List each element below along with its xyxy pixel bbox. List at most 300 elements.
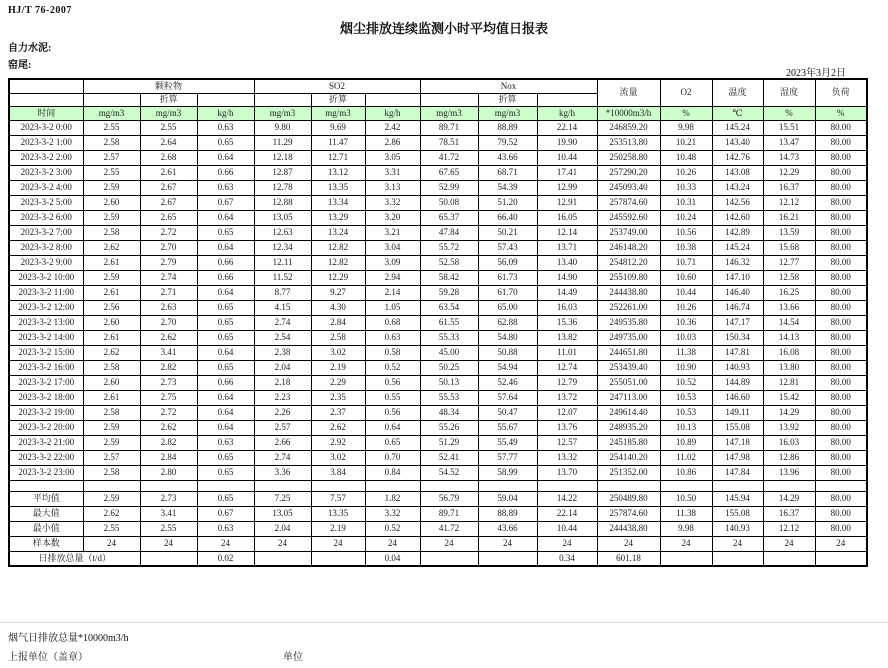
temp-header: 温度 bbox=[712, 79, 763, 106]
value-cell: 257290.20 bbox=[597, 165, 660, 180]
value-cell: 2.64 bbox=[140, 135, 197, 150]
value-cell: 149.11 bbox=[712, 405, 763, 420]
table-row bbox=[9, 150, 867, 165]
value-cell: 13.66 bbox=[763, 300, 815, 315]
table-row bbox=[9, 195, 867, 210]
value-cell: 10.26 bbox=[660, 165, 712, 180]
value-cell: 2.55 bbox=[83, 521, 140, 536]
value-cell: 11.02 bbox=[660, 450, 712, 465]
value-cell: 19.90 bbox=[537, 135, 597, 150]
value-cell: 13.32 bbox=[537, 450, 597, 465]
value-cell: 0.65 bbox=[197, 491, 254, 506]
value-cell: 2.62 bbox=[140, 420, 197, 435]
table-row bbox=[9, 225, 867, 240]
value-cell: 2.55 bbox=[140, 120, 197, 135]
value-cell: 0.63 bbox=[365, 330, 420, 345]
page-title: 烟尘排放连续监测小时平均值日报表 bbox=[339, 21, 548, 36]
flue-gas-total-label: 烟气日排放总量*10000m3/h bbox=[8, 633, 129, 644]
value-cell: 245093.40 bbox=[597, 180, 660, 195]
value-cell: 147.17 bbox=[712, 315, 763, 330]
value-cell: 2.59 bbox=[83, 420, 140, 435]
value-cell: 0.65 bbox=[197, 360, 254, 375]
value-cell: 2.72 bbox=[140, 405, 197, 420]
spacer-row bbox=[9, 480, 867, 491]
value-cell: 56.09 bbox=[478, 255, 537, 270]
value-cell: 24 bbox=[597, 536, 660, 551]
time-cell: 2023-3-2 19:00 bbox=[9, 405, 83, 420]
value-cell: 0.52 bbox=[365, 360, 420, 375]
value-cell: 14.90 bbox=[537, 270, 597, 285]
value-cell: 2.35 bbox=[311, 390, 365, 405]
value-cell: 253513.80 bbox=[597, 135, 660, 150]
value-cell: 63.54 bbox=[420, 300, 478, 315]
value-cell: 24 bbox=[763, 536, 815, 551]
table-row bbox=[9, 270, 867, 285]
value-cell: 2.58 bbox=[83, 405, 140, 420]
value-cell: 0.66 bbox=[197, 270, 254, 285]
value-cell: 0.34 bbox=[537, 551, 597, 566]
value-cell: 3.20 bbox=[365, 210, 420, 225]
value-cell: 50.25 bbox=[420, 360, 478, 375]
value-cell: 55.67 bbox=[478, 420, 537, 435]
value-cell: 2.55 bbox=[140, 521, 197, 536]
value-cell: 10.56 bbox=[660, 225, 712, 240]
value-cell: 45.00 bbox=[420, 345, 478, 360]
table-row bbox=[9, 180, 867, 195]
unit-cell: % bbox=[815, 106, 867, 120]
value-cell: 0.64 bbox=[197, 420, 254, 435]
value-cell: 0.65 bbox=[197, 315, 254, 330]
value-cell: 2.62 bbox=[83, 240, 140, 255]
time-cell: 2023-3-2 20:00 bbox=[9, 420, 83, 435]
value-cell: 16.08 bbox=[763, 345, 815, 360]
time-cell: 2023-3-2 2:00 bbox=[9, 150, 83, 165]
value-cell: 0.67 bbox=[197, 506, 254, 521]
monitoring-location: 窑尾: bbox=[8, 60, 32, 71]
value-cell: 2.84 bbox=[311, 315, 365, 330]
value-cell: 0.63 bbox=[197, 180, 254, 195]
value-cell: 142.89 bbox=[712, 225, 763, 240]
value-cell: 257874.60 bbox=[597, 195, 660, 210]
value-cell: 50.13 bbox=[420, 375, 478, 390]
value-cell: 2.79 bbox=[140, 255, 197, 270]
summary-label: 平均值 bbox=[9, 491, 83, 506]
value-cell: 3.09 bbox=[365, 255, 420, 270]
value-cell: 146.74 bbox=[712, 300, 763, 315]
value-cell: 2.61 bbox=[83, 285, 140, 300]
value-cell: 2.74 bbox=[140, 270, 197, 285]
table-row bbox=[9, 435, 867, 450]
value-cell: 12.63 bbox=[254, 225, 311, 240]
value-cell: 251352.00 bbox=[597, 465, 660, 480]
value-cell: 2.92 bbox=[311, 435, 365, 450]
value-cell: 9.69 bbox=[311, 120, 365, 135]
value-cell: 0.52 bbox=[365, 521, 420, 536]
value-cell: 2.68 bbox=[140, 150, 197, 165]
value-cell: 257874.60 bbox=[597, 506, 660, 521]
value-cell: 80.00 bbox=[815, 420, 867, 435]
time-cell: 2023-3-2 8:00 bbox=[9, 240, 83, 255]
value-cell bbox=[140, 551, 197, 566]
value-cell: 2.59 bbox=[83, 210, 140, 225]
value-cell: 16.03 bbox=[537, 300, 597, 315]
value-cell: 12.82 bbox=[311, 240, 365, 255]
value-cell: 16.37 bbox=[763, 506, 815, 521]
value-cell: 11.38 bbox=[660, 506, 712, 521]
value-cell: 54.94 bbox=[478, 360, 537, 375]
so2-group-header: SO2 bbox=[254, 79, 420, 93]
value-cell bbox=[311, 551, 365, 566]
value-cell: 57.43 bbox=[478, 240, 537, 255]
value-cell: 43.66 bbox=[478, 521, 537, 536]
value-cell: 52.46 bbox=[478, 375, 537, 390]
value-cell: 145.24 bbox=[712, 120, 763, 135]
value-cell: 12.07 bbox=[537, 405, 597, 420]
value-cell: 80.00 bbox=[815, 405, 867, 420]
value-cell: 249535.80 bbox=[597, 315, 660, 330]
value-cell: 14.73 bbox=[763, 150, 815, 165]
value-cell: 247113.00 bbox=[597, 390, 660, 405]
value-cell: 2.84 bbox=[140, 450, 197, 465]
value-cell: 0.64 bbox=[197, 405, 254, 420]
standard-number: HJ/T 76-2007 bbox=[8, 5, 72, 16]
blank-cell bbox=[197, 480, 254, 491]
value-cell: 54.52 bbox=[420, 465, 478, 480]
table-row bbox=[9, 300, 867, 315]
value-cell: 0.56 bbox=[365, 375, 420, 390]
value-cell: 142.76 bbox=[712, 150, 763, 165]
value-cell: 0.64 bbox=[197, 285, 254, 300]
value-cell: 55.33 bbox=[420, 330, 478, 345]
value-cell: 22.14 bbox=[537, 120, 597, 135]
time-cell: 2023-3-2 11:00 bbox=[9, 285, 83, 300]
value-cell: 58.42 bbox=[420, 270, 478, 285]
value-cell: 2.82 bbox=[140, 360, 197, 375]
value-cell: 12.87 bbox=[254, 165, 311, 180]
value-cell: 10.60 bbox=[660, 270, 712, 285]
value-cell: 14.49 bbox=[537, 285, 597, 300]
value-cell: 2.54 bbox=[254, 330, 311, 345]
value-cell: 13.82 bbox=[537, 330, 597, 345]
table-row bbox=[9, 420, 867, 435]
value-cell: 54.39 bbox=[478, 180, 537, 195]
value-cell: 10.44 bbox=[660, 285, 712, 300]
value-cell: 12.79 bbox=[537, 375, 597, 390]
value-cell: 14.54 bbox=[763, 315, 815, 330]
time-cell: 2023-3-2 17:00 bbox=[9, 375, 83, 390]
value-cell: 79.52 bbox=[478, 135, 537, 150]
value-cell: 59.04 bbox=[478, 491, 537, 506]
so2-converted-header: 折算 bbox=[311, 93, 365, 106]
value-cell: 2.67 bbox=[140, 195, 197, 210]
value-cell: 10.48 bbox=[660, 150, 712, 165]
value-cell: 145.24 bbox=[712, 240, 763, 255]
value-cell: 143.08 bbox=[712, 165, 763, 180]
value-cell: 55.26 bbox=[420, 420, 478, 435]
value-cell: 80.00 bbox=[815, 225, 867, 240]
value-cell: 24 bbox=[83, 536, 140, 551]
time-cell: 2023-3-2 1:00 bbox=[9, 135, 83, 150]
value-cell: 2.71 bbox=[140, 285, 197, 300]
value-cell bbox=[763, 551, 815, 566]
value-cell: 11.01 bbox=[537, 345, 597, 360]
unit-cell: % bbox=[660, 106, 712, 120]
value-cell: 2.18 bbox=[254, 375, 311, 390]
value-cell: 3.41 bbox=[140, 506, 197, 521]
value-cell: 80.00 bbox=[815, 255, 867, 270]
value-cell: 80.00 bbox=[815, 390, 867, 405]
header-group-row bbox=[9, 79, 867, 93]
value-cell: 0.55 bbox=[365, 390, 420, 405]
value-cell: 3.36 bbox=[254, 465, 311, 480]
blank-cell bbox=[712, 480, 763, 491]
value-cell: 10.31 bbox=[660, 195, 712, 210]
value-cell: 253749.00 bbox=[597, 225, 660, 240]
value-cell: 0.66 bbox=[197, 165, 254, 180]
report-table bbox=[8, 78, 868, 567]
value-cell: 16.25 bbox=[763, 285, 815, 300]
value-cell: 146.60 bbox=[712, 390, 763, 405]
time-cell: 2023-3-2 4:00 bbox=[9, 180, 83, 195]
unit-cell: mg/m3 bbox=[420, 106, 478, 120]
table-row bbox=[9, 315, 867, 330]
value-cell: 15.42 bbox=[763, 390, 815, 405]
value-cell: 252261.00 bbox=[597, 300, 660, 315]
value-cell: 3.84 bbox=[311, 465, 365, 480]
value-cell: 24 bbox=[478, 536, 537, 551]
value-cell: 0.65 bbox=[197, 225, 254, 240]
value-cell: 9.80 bbox=[254, 120, 311, 135]
blank-cell bbox=[815, 480, 867, 491]
value-cell: 0.02 bbox=[197, 551, 254, 566]
value-cell: 2.59 bbox=[83, 491, 140, 506]
value-cell: 13.05 bbox=[254, 506, 311, 521]
value-cell: 2.62 bbox=[83, 345, 140, 360]
value-cell: 12.29 bbox=[763, 165, 815, 180]
value-cell: 2.61 bbox=[140, 165, 197, 180]
value-cell: 2.62 bbox=[311, 420, 365, 435]
value-cell: 24 bbox=[365, 536, 420, 551]
value-cell: 55.53 bbox=[420, 390, 478, 405]
value-cell: 0.65 bbox=[197, 300, 254, 315]
value-cell: 24 bbox=[254, 536, 311, 551]
value-cell: 143.24 bbox=[712, 180, 763, 195]
value-cell: 10.38 bbox=[660, 240, 712, 255]
value-cell: 68.71 bbox=[478, 165, 537, 180]
value-cell: 2.04 bbox=[254, 360, 311, 375]
value-cell: 0.66 bbox=[197, 255, 254, 270]
value-cell: 15.68 bbox=[763, 240, 815, 255]
value-cell: 249735.00 bbox=[597, 330, 660, 345]
value-cell: 2.74 bbox=[254, 450, 311, 465]
unit-cell: ℃ bbox=[712, 106, 763, 120]
blank-cell bbox=[140, 480, 197, 491]
value-cell: 2.72 bbox=[140, 225, 197, 240]
value-cell: 12.14 bbox=[537, 225, 597, 240]
value-cell: 80.00 bbox=[815, 240, 867, 255]
blank-cell bbox=[420, 93, 478, 106]
value-cell: 2.80 bbox=[140, 465, 197, 480]
value-cell: 2.63 bbox=[140, 300, 197, 315]
value-cell: 140.93 bbox=[712, 521, 763, 536]
value-cell: 147.10 bbox=[712, 270, 763, 285]
value-cell: 10.90 bbox=[660, 360, 712, 375]
unit-cell: mg/m3 bbox=[140, 106, 197, 120]
value-cell: 2.14 bbox=[365, 285, 420, 300]
value-cell: 2.61 bbox=[83, 255, 140, 270]
value-cell: 59.28 bbox=[420, 285, 478, 300]
value-cell: 2.62 bbox=[140, 330, 197, 345]
value-cell: 2.62 bbox=[83, 506, 140, 521]
table-row bbox=[9, 465, 867, 480]
unit-cell: *10000m3/h bbox=[597, 106, 660, 120]
value-cell: 255051.00 bbox=[597, 375, 660, 390]
value-cell: 3.05 bbox=[365, 150, 420, 165]
unit-cell: mg/m3 bbox=[478, 106, 537, 120]
value-cell: 249614.40 bbox=[597, 405, 660, 420]
value-cell: 0.63 bbox=[197, 435, 254, 450]
value-cell: 58.99 bbox=[478, 465, 537, 480]
value-cell: 14.13 bbox=[763, 330, 815, 345]
value-cell: 0.64 bbox=[197, 240, 254, 255]
value-cell: 2.59 bbox=[83, 270, 140, 285]
value-cell: 2.67 bbox=[140, 180, 197, 195]
value-cell: 12.77 bbox=[763, 255, 815, 270]
value-cell: 12.88 bbox=[254, 195, 311, 210]
value-cell: 12.91 bbox=[537, 195, 597, 210]
time-cell: 2023-3-2 7:00 bbox=[9, 225, 83, 240]
summary-label: 最大值 bbox=[9, 506, 83, 521]
table-row bbox=[9, 450, 867, 465]
value-cell: 67.65 bbox=[420, 165, 478, 180]
value-cell: 89.71 bbox=[420, 506, 478, 521]
value-cell: 80.00 bbox=[815, 285, 867, 300]
print-area-divider bbox=[0, 622, 888, 623]
value-cell: 13.80 bbox=[763, 360, 815, 375]
value-cell: 78.51 bbox=[420, 135, 478, 150]
value-cell bbox=[254, 551, 311, 566]
value-cell: 10.26 bbox=[660, 300, 712, 315]
value-cell: 10.36 bbox=[660, 315, 712, 330]
value-cell: 10.53 bbox=[660, 390, 712, 405]
time-header: 时间 bbox=[9, 106, 83, 120]
value-cell: 13.40 bbox=[537, 255, 597, 270]
value-cell: 2.94 bbox=[365, 270, 420, 285]
value-cell: 245185.80 bbox=[597, 435, 660, 450]
value-cell: 2.74 bbox=[254, 315, 311, 330]
value-cell: 2.37 bbox=[311, 405, 365, 420]
value-cell: 147.84 bbox=[712, 465, 763, 480]
value-cell: 2.23 bbox=[254, 390, 311, 405]
value-cell: 80.00 bbox=[815, 195, 867, 210]
value-cell: 142.56 bbox=[712, 195, 763, 210]
value-cell: 2.60 bbox=[83, 195, 140, 210]
value-cell: 43.66 bbox=[478, 150, 537, 165]
unit-cell: % bbox=[763, 106, 815, 120]
value-cell: 2.61 bbox=[83, 330, 140, 345]
value-cell: 3.04 bbox=[365, 240, 420, 255]
blank-cell bbox=[537, 93, 597, 106]
value-cell: 14.29 bbox=[763, 491, 815, 506]
value-cell: 2.65 bbox=[140, 210, 197, 225]
value-cell: 2.55 bbox=[83, 165, 140, 180]
table-row bbox=[9, 375, 867, 390]
value-cell: 15.36 bbox=[537, 315, 597, 330]
blank-cell bbox=[478, 480, 537, 491]
value-cell: 11.52 bbox=[254, 270, 311, 285]
value-cell: 2.56 bbox=[83, 300, 140, 315]
time-cell: 2023-3-2 5:00 bbox=[9, 195, 83, 210]
blank-cell bbox=[9, 93, 83, 106]
value-cell: 52.99 bbox=[420, 180, 478, 195]
value-cell: 0.68 bbox=[365, 315, 420, 330]
value-cell: 2.58 bbox=[311, 330, 365, 345]
value-cell: 13.92 bbox=[763, 420, 815, 435]
value-cell: 3.31 bbox=[365, 165, 420, 180]
value-cell: 142.60 bbox=[712, 210, 763, 225]
value-cell: 22.14 bbox=[537, 506, 597, 521]
value-cell: 50.88 bbox=[478, 345, 537, 360]
value-cell: 80.00 bbox=[815, 150, 867, 165]
time-cell: 2023-3-2 12:00 bbox=[9, 300, 83, 315]
value-cell: 2.58 bbox=[83, 360, 140, 375]
value-cell: 147.98 bbox=[712, 450, 763, 465]
value-cell: 10.86 bbox=[660, 465, 712, 480]
value-cell: 0.64 bbox=[197, 210, 254, 225]
value-cell: 244438.80 bbox=[597, 521, 660, 536]
value-cell: 13.24 bbox=[311, 225, 365, 240]
value-cell: 145.94 bbox=[712, 491, 763, 506]
blank-cell bbox=[365, 93, 420, 106]
time-cell: 2023-3-2 10:00 bbox=[9, 270, 83, 285]
blank-cell bbox=[537, 480, 597, 491]
value-cell: 48.34 bbox=[420, 405, 478, 420]
value-cell: 253439.40 bbox=[597, 360, 660, 375]
unit-row bbox=[9, 106, 867, 120]
value-cell: 0.04 bbox=[365, 551, 420, 566]
value-cell: 65.00 bbox=[478, 300, 537, 315]
value-cell: 2.86 bbox=[365, 135, 420, 150]
value-cell: 3.32 bbox=[365, 506, 420, 521]
value-cell: 13.12 bbox=[311, 165, 365, 180]
value-cell: 2.38 bbox=[254, 345, 311, 360]
value-cell: 55.49 bbox=[478, 435, 537, 450]
time-cell: 2023-3-2 14:00 bbox=[9, 330, 83, 345]
value-cell: 254140.20 bbox=[597, 450, 660, 465]
value-cell: 3.21 bbox=[365, 225, 420, 240]
value-cell: 61.73 bbox=[478, 270, 537, 285]
value-cell: 0.58 bbox=[365, 345, 420, 360]
unit-cell: kg/h bbox=[537, 106, 597, 120]
value-cell: 0.66 bbox=[197, 375, 254, 390]
value-cell: 11.38 bbox=[660, 345, 712, 360]
value-cell: 245592.60 bbox=[597, 210, 660, 225]
value-cell: 2.61 bbox=[83, 390, 140, 405]
value-cell: 1.82 bbox=[365, 491, 420, 506]
table-row bbox=[9, 120, 867, 135]
value-cell: 254812.20 bbox=[597, 255, 660, 270]
value-cell: 12.78 bbox=[254, 180, 311, 195]
o2-header: O2 bbox=[660, 79, 712, 106]
blank-cell bbox=[660, 480, 712, 491]
pm-group-header: 颗粒物 bbox=[83, 79, 254, 93]
value-cell: 2.29 bbox=[311, 375, 365, 390]
blank-cell bbox=[763, 480, 815, 491]
value-cell: 80.00 bbox=[815, 506, 867, 521]
blank-cell bbox=[83, 480, 140, 491]
value-cell: 61.70 bbox=[478, 285, 537, 300]
value-cell: 12.57 bbox=[537, 435, 597, 450]
